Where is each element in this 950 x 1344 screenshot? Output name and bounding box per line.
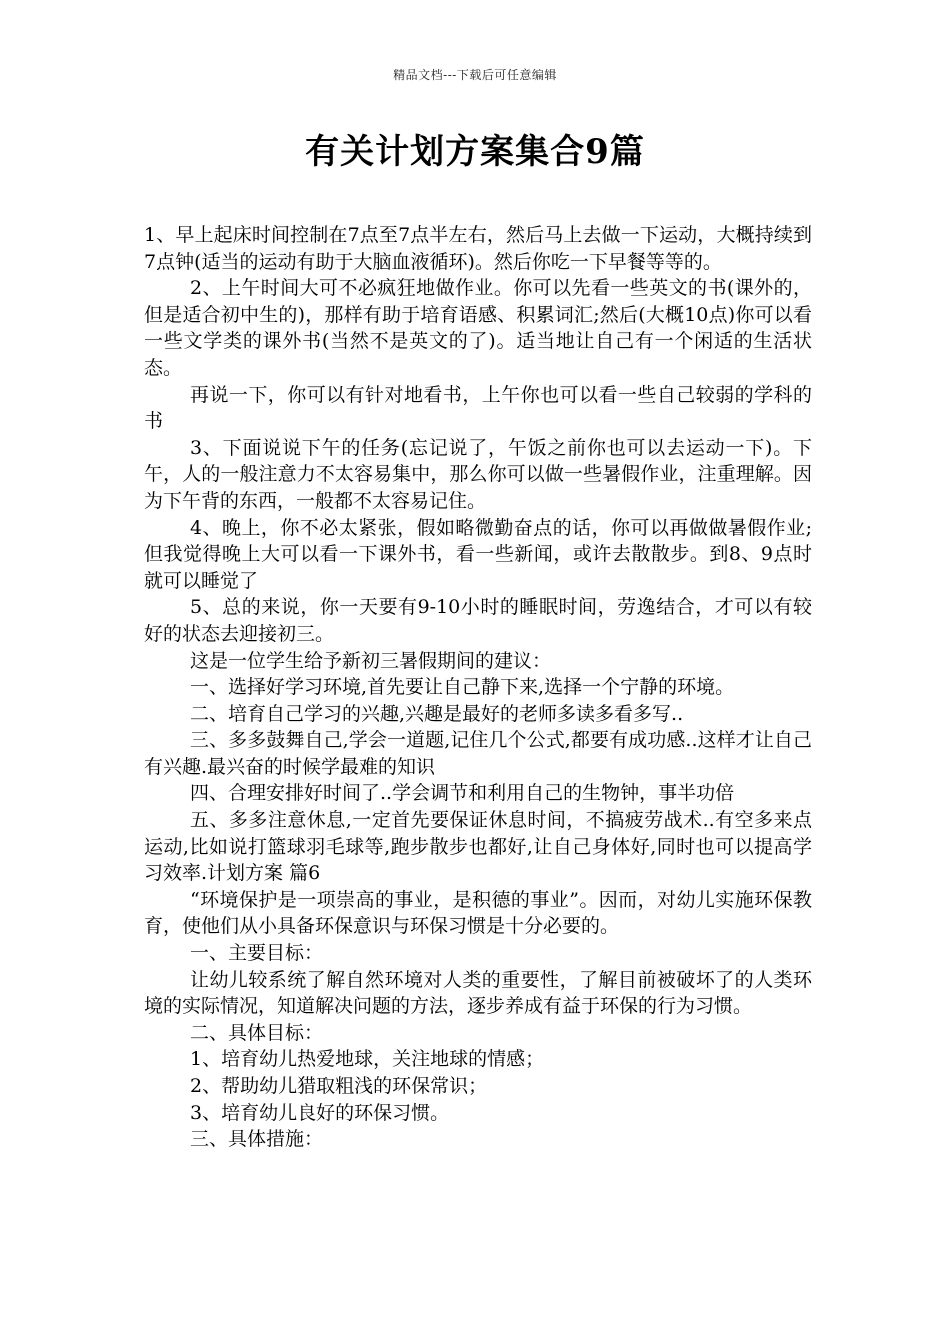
paragraph: 1、培育幼儿热爱地球，关注地球的情感； [190,1048,545,1071]
document-body [144,222,812,1153]
paragraph: 让幼儿较系统了解自然环境对人类的重要性，了解目前被破坏了的人类环境的实际情况，知道解决问题的方法，逐步养成有益于环保的行为习惯。 [144,968,812,1018]
paragraph: 1、早上起床时间控制在7点至7点半左右，然后马上去做一下运动，大概持续到7点钟(适当的运动有助于大脑血液循环)。然后你吃一下早餐等等的。 [144,224,812,273]
paragraph: 三、具体措施： [190,1128,324,1151]
paragraph: 五、多多注意休息,一定首先要保证休息时间，不搞疲劳战术..有空多来点运动,比如说打篮球羽毛球等,跑步散步也都好,让自己身体好,同时也可以提高学习效率.计划方案 篇6 [144,809,812,885]
paragraph: 5、总的来说，你一天要有9-10小时的睡眠时间，劳逸结合，才可以有较好的状态去迎接初三。 [144,596,812,645]
paragraph: 二、具体目标： [190,1021,324,1044]
paragraph: 2、帮助幼儿猎取粗浅的环保常识； [190,1075,488,1097]
paragraph: 2、上午时间大可不必疯狂地做作业。你可以先看一些英文的书(课外的，但是适合初中生的)，那样有助于培育语感、积累词汇;然后(大概10点)你可以看一些文学类的课外书(当然不是英文的了)。适当地让自己有一个闲适的生活状态。 [144,277,812,379]
page-header: 精品文档---下载后可任意编辑 [393,68,557,82]
paragraph: 二、培育自己学习的兴趣,兴趣是最好的老师多读多看多写.. [190,702,684,725]
paragraph: “环境保护是一项崇高的事业，是积德的事业”。因而，对幼儿实施环保教育，使他们从小具备环保意识与环保习惯是十分必要的。 [144,888,812,938]
paragraph: 3、培育幼儿良好的环保习惯。 [190,1101,450,1124]
paragraph: 这是一位学生给予新初三暑假期间的建议： [190,649,552,672]
paragraph: 一、选择好学习环境,首先要让自己静下来,选择一个宁静的环境。 [190,676,735,699]
paragraph: 再说一下，你可以有针对地看书，上午你也可以看一些自己较弱的学科的书 [144,383,812,433]
document-title: 有关计划方案集合9篇 [305,132,645,172]
paragraph: 4、晚上，你不必太紧张，假如略微勤奋点的话，你可以再做做暑假作业;但我觉得晚上大可以看一下课外书，看一些新闻，或许去散散步。到8、9点时就可以睡觉了 [144,516,812,592]
paragraph: 一、主要目标： [190,942,324,965]
paragraph: 四、合理安排好时间了..学会调节和利用自己的生物钟，事半功倍 [190,782,735,805]
paragraph: 3、下面说说下午的任务(忘记说了，午饭之前你也可以去运动一下)。下午，人的一般注意力不太容易集中，那么你可以做一些暑假作业，注重理解。因为下午背的东西，一般都不太容易记住。 [144,436,812,512]
paragraph: 三、多多鼓舞自己,学会一道题,记住几个公式,都要有成功感..这样才让自己有兴趣.最兴奋的时候学最难的知识 [144,729,812,778]
